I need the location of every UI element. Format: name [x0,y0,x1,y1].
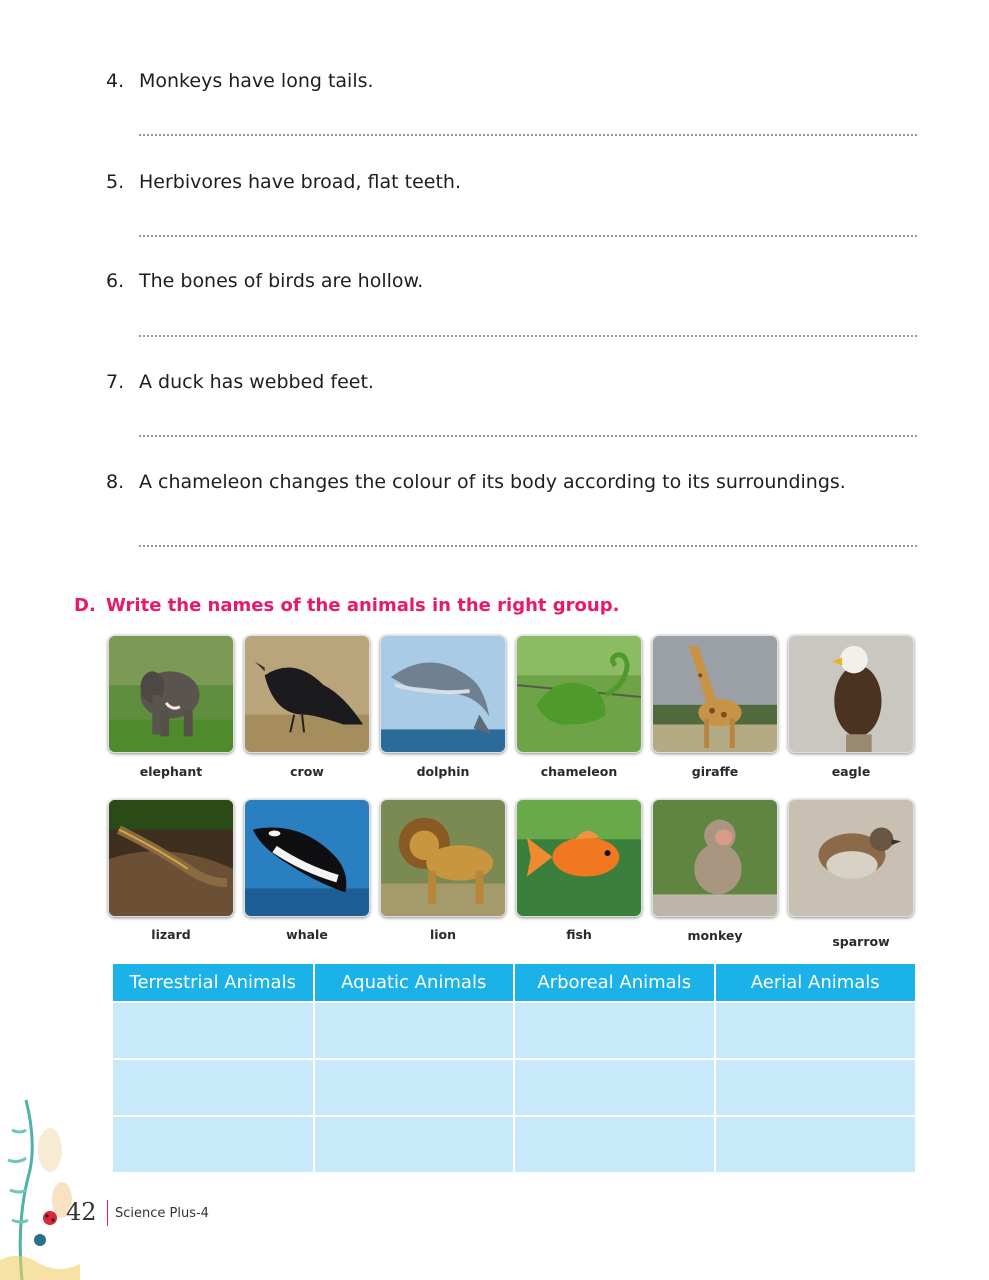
answer-line[interactable] [139,235,917,237]
answer-cell[interactable] [314,1059,515,1116]
dolphin-photo [380,635,506,753]
question-text: A chameleon changes the colour of its body according to its surroundings. [139,471,846,493]
animal-label: monkey [687,928,743,943]
answer-cell[interactable] [715,1059,916,1116]
eagle-photo [788,635,914,753]
book-title: Science Plus-4 [115,1206,209,1221]
giraffe-photo [652,635,778,753]
answer-cell[interactable] [514,1059,715,1116]
answer-cell[interactable] [514,1002,715,1059]
animal-label: sparrow [832,934,890,949]
section-heading [74,595,619,616]
footer-divider [107,1200,108,1226]
answer-cell[interactable] [314,1116,515,1172]
animal-label: crow [290,764,324,779]
answer-cell[interactable] [715,1116,916,1172]
animal-label: giraffe [691,764,739,779]
answer-cell[interactable] [715,1002,916,1059]
question-8 [106,471,846,493]
question-number: 7. [106,371,125,393]
animal-label: whale [286,927,328,942]
answer-line[interactable] [139,435,917,437]
answer-line[interactable] [139,134,917,136]
answer-cell[interactable] [113,1059,314,1116]
question-7 [106,371,374,393]
question-number: 8. [106,471,125,493]
header-aquatic: Aquatic Animals [314,964,515,1002]
answer-cell[interactable] [113,1002,314,1059]
elephant-photo [108,635,234,753]
answer-line[interactable] [139,545,917,547]
answer-cell[interactable] [113,1116,314,1172]
question-number: 4. [106,70,125,92]
header-aerial: Aerial Animals [715,964,916,1002]
animal-groups-table [113,964,915,1172]
table-row [113,1002,915,1059]
section-title: Write the names of the animals in the right group. [106,595,620,616]
page-number: 42 [66,1198,97,1226]
lizard-photo [108,799,234,917]
question-text: Herbivores have broad, flat teeth. [139,171,461,193]
question-number: 5. [106,171,125,193]
question-4 [106,70,374,92]
animal-label: chameleon [540,764,618,779]
chameleon-photo [516,635,642,753]
answer-cell[interactable] [314,1002,515,1059]
floral-decoration-icon [0,1090,80,1280]
crow-photo [244,635,370,753]
header-arboreal: Arboreal Animals [514,964,715,1002]
animal-label: lizard [151,927,191,942]
monkey-photo [652,799,778,917]
table-row [113,1116,915,1172]
animal-label: dolphin [416,764,470,779]
lion-photo [380,799,506,917]
table-header-row [113,964,915,1002]
table-row [113,1059,915,1116]
section-number: D. [74,595,96,616]
sparrow-photo [788,799,914,917]
whale-photo [244,799,370,917]
answer-cell[interactable] [514,1116,715,1172]
question-text: Monkeys have long tails. [139,70,374,92]
question-5 [106,171,461,193]
animal-label: lion [429,927,457,942]
animal-label: fish [566,927,592,942]
animal-label: eagle [831,764,871,779]
question-text: A duck has webbed feet. [139,371,374,393]
header-terrestrial: Terrestrial Animals [113,964,314,1002]
answer-line[interactable] [139,335,917,337]
animal-label: elephant [139,764,203,779]
fish-photo [516,799,642,917]
question-6 [106,270,423,292]
question-text: The bones of birds are hollow. [139,270,424,292]
question-number: 6. [106,270,125,292]
